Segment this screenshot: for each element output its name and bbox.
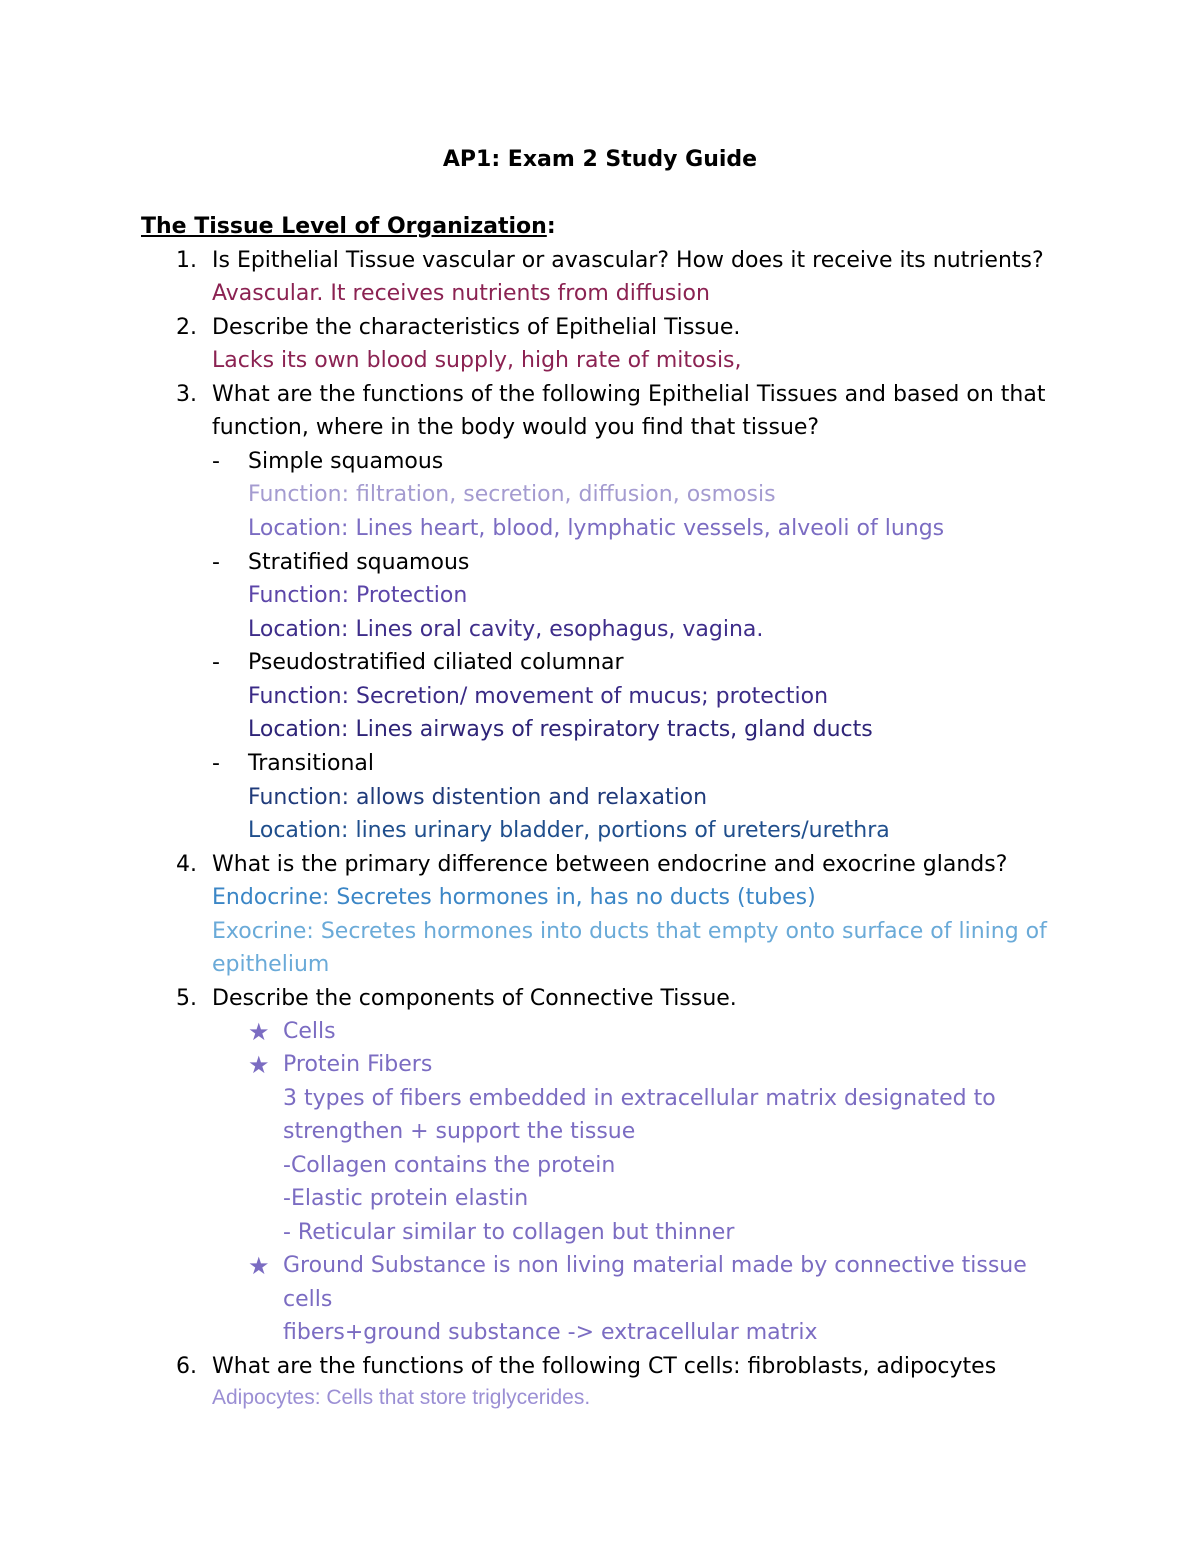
tissue-function: Function: filtration, secretion, diffusion, osmosis bbox=[248, 482, 776, 507]
q4-number: 4. bbox=[176, 852, 197, 877]
ground-substance-cont: cells bbox=[283, 1287, 333, 1312]
q3-number: 3. bbox=[176, 382, 197, 407]
q6-number: 6. bbox=[176, 1354, 197, 1379]
section-heading bbox=[141, 213, 556, 241]
component-ground-substance: Ground Substance is non living material made by connective tissue bbox=[283, 1253, 1027, 1278]
q4-text: What is the primary difference between endocrine and exocrine glands? bbox=[212, 852, 1008, 877]
tissue-function: Function: allows distention and relaxation bbox=[248, 785, 708, 810]
q6-text: What are the functions of the following CT cells: fibroblasts, adipocytes bbox=[212, 1354, 997, 1379]
extracellular-matrix-note: fibers+ground substance -> extracellular matrix bbox=[283, 1320, 818, 1345]
fibers-description-cont: strengthen + support the tissue bbox=[283, 1119, 636, 1144]
tissue-name: Simple squamous bbox=[248, 449, 444, 474]
component-cells: Cells bbox=[283, 1019, 336, 1044]
star-icon: ★ bbox=[248, 1252, 270, 1280]
fiber-reticular: - Reticular similar to collagen but thinner bbox=[283, 1220, 735, 1245]
q2-number: 2. bbox=[176, 315, 197, 340]
tissue-name: Pseudostratified ciliated columnar bbox=[248, 650, 624, 675]
q5-text: Describe the components of Connective Tissue. bbox=[212, 986, 737, 1011]
page-title: AP1: Exam 2 Study Guide bbox=[442, 147, 758, 172]
tissue-name: Stratified squamous bbox=[248, 550, 470, 575]
tissue-location: Location: Lines oral cavity, esophagus, vagina. bbox=[248, 617, 764, 642]
bullet-dash: - bbox=[212, 650, 220, 675]
fiber-elastic: -Elastic protein elastin bbox=[283, 1186, 529, 1211]
q3-text-line1: What are the functions of the following Epithelial Tissues and based on that bbox=[212, 382, 1046, 407]
q1-answer: Avascular. It receives nutrients from diffusion bbox=[212, 281, 710, 306]
tissue-function: Function: Protection bbox=[248, 583, 468, 608]
fibers-description: 3 types of fibers embedded in extracellular matrix designated to bbox=[283, 1086, 996, 1111]
q6-answer: Adipocytes: Cells that store triglycerides. bbox=[212, 1386, 591, 1409]
q1-number: 1. bbox=[176, 248, 197, 273]
q5-number: 5. bbox=[176, 986, 197, 1011]
bullet-dash: - bbox=[212, 449, 220, 474]
q4-answer-exocrine-cont: epithelium bbox=[212, 952, 330, 977]
q2-answer: Lacks its own blood supply, high rate of mitosis, bbox=[212, 348, 742, 373]
fiber-collagen: -Collagen contains the protein bbox=[283, 1153, 616, 1178]
bullet-dash: - bbox=[212, 751, 220, 776]
tissue-name: Transitional bbox=[248, 751, 374, 776]
tissue-function: Function: Secretion/ movement of mucus; protection bbox=[248, 684, 829, 709]
q4-answer-exocrine: Exocrine: Secretes hormones into ducts that empty onto surface of lining of bbox=[212, 919, 1047, 944]
tissue-location: Location: Lines airways of respiratory tracts, gland ducts bbox=[248, 717, 873, 742]
tissue-location: Location: Lines heart, blood, lymphatic vessels, alveoli of lungs bbox=[248, 516, 945, 541]
section-heading-label: The Tissue Level of Organization bbox=[141, 214, 547, 239]
star-icon: ★ bbox=[248, 1051, 270, 1079]
tissue-location: Location: lines urinary bladder, portions of ureters/urethra bbox=[248, 818, 890, 843]
section-heading-colon: : bbox=[546, 214, 556, 239]
q2-text: Describe the characteristics of Epithelial Tissue. bbox=[212, 315, 741, 340]
q3-text-line2: function, where in the body would you find that tissue? bbox=[212, 415, 820, 440]
bullet-dash: - bbox=[212, 550, 220, 575]
q1-text: Is Epithelial Tissue vascular or avascular? How does it receive its nutrients? bbox=[212, 248, 1044, 273]
star-icon: ★ bbox=[248, 1018, 270, 1046]
q4-answer-endocrine: Endocrine: Secretes hormones in, has no ducts (tubes) bbox=[212, 885, 816, 910]
component-fibers: Protein Fibers bbox=[283, 1052, 433, 1077]
